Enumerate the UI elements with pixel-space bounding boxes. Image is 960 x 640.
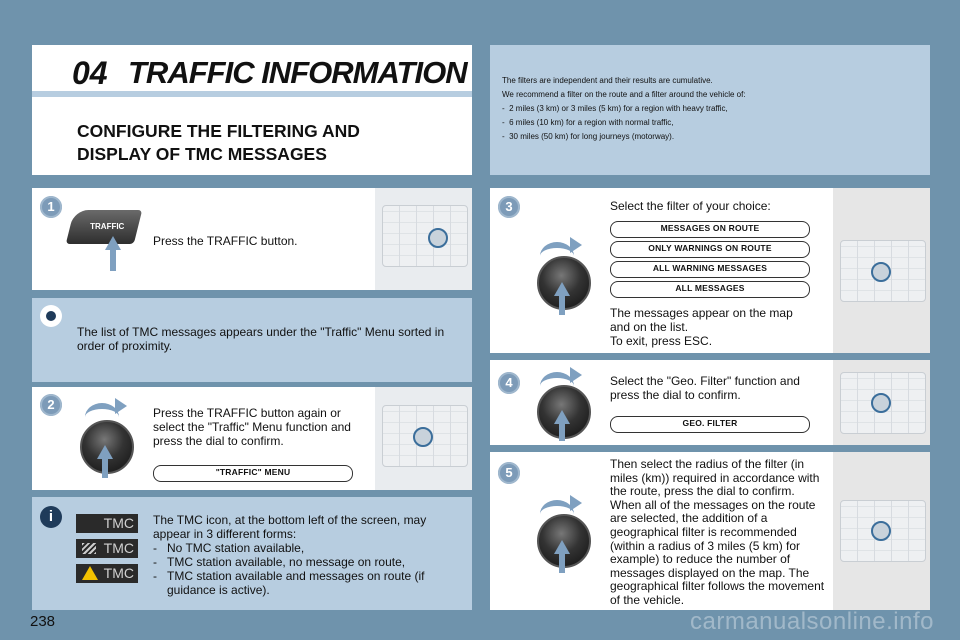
geo-filter-option: GEO. FILTER	[610, 416, 810, 433]
watermark: carmanualsonline.info	[690, 608, 934, 635]
step1-number: 1	[40, 196, 62, 218]
intro-bullet: - 30 miles (50 km) for long journeys (motorway).	[502, 132, 675, 141]
tmc-icon-none: TMC	[76, 514, 138, 533]
rotate-arrowhead-icon	[570, 367, 582, 383]
strike-icon	[82, 543, 96, 554]
traffic-button-icon	[66, 210, 142, 244]
step4-text: Select the "Geo. Filter" function and press the dial to confirm.	[610, 374, 800, 402]
tmc-icon-messages: TMC	[76, 564, 138, 583]
press-arrow-stem	[559, 423, 565, 441]
press-arrow-icon	[105, 236, 121, 250]
info-text	[153, 513, 453, 597]
step3-number: 3	[498, 196, 520, 218]
info-bullet: - TMC station available and messages on route (if guidance is active).	[153, 569, 425, 597]
press-arrow-stem	[102, 458, 108, 478]
page-number: 238	[30, 613, 56, 630]
rotate-arrowhead-icon	[115, 398, 127, 414]
step4-number: 4	[498, 372, 520, 394]
intro-line2: We recommend a filter on the route and a filter around the vehicle of:	[502, 90, 746, 99]
info-intro: The TMC icon, at the bottom left of the screen, may appear in 3 different forms:	[153, 513, 427, 541]
step2-text: Press the TRAFFIC button again or select the "Traffic" Menu function and press the dial to confirm.	[153, 406, 351, 448]
intro-line1: The filters are independent and their results are cumulative.	[502, 76, 713, 85]
step3-text: Select the filter of your choice:	[610, 199, 771, 213]
intro-bullet: - 2 miles (3 km) or 3 miles (5 km) for a region with heavy traffic,	[502, 104, 728, 113]
step3-note-text: The messages appear on the map and on the list.	[610, 306, 793, 334]
tip-text: The list of TMC messages appears under the "Traffic" Menu sorted in order of proximity.	[77, 325, 445, 353]
press-arrow-icon	[554, 540, 570, 554]
step2-number: 2	[40, 394, 62, 416]
filter-option-all-messages: ALL MESSAGES	[610, 281, 810, 298]
device-dial-icon	[871, 393, 891, 413]
press-arrow-icon	[97, 445, 113, 459]
device-dial-icon	[413, 427, 433, 447]
step3-note	[610, 306, 815, 348]
device-dial-icon	[871, 262, 891, 282]
step5-text: Then select the radius of the filter (in miles (km)) required in accordance with the route, press the dial to confirm. When all of the messages on the route are selected, the addition of a geographical filter is recommended (within a radius of 3 miles (5 km) for example) to reduce the number of messages displayed on the map. The geographical filter follows the movement of the vehicle.	[610, 457, 825, 607]
traffic-menu-option: "TRAFFIC" MENU	[153, 465, 353, 482]
info-bullet: - TMC station available, no message on route,	[153, 555, 406, 569]
info-bullet: - No TMC station available,	[153, 541, 305, 555]
device-dial-icon	[428, 228, 448, 248]
section-title-line2: DISPLAY OF TMC MESSAGES	[77, 144, 327, 164]
intro-panel	[490, 45, 930, 175]
intro-bullet: - 6 miles (10 km) for a region with normal traffic,	[502, 118, 674, 127]
info-icon: i	[40, 506, 62, 528]
step1-text: Press the TRAFFIC button.	[153, 234, 298, 248]
chapter-number: 04	[72, 55, 108, 91]
section-title-line1: CONFIGURE THE FILTERING AND	[77, 121, 360, 141]
rotate-arrowhead-icon	[570, 495, 582, 511]
filter-option-only-warnings-on-route: ONLY WARNINGS ON ROUTE	[610, 241, 810, 258]
sun-icon	[40, 305, 62, 327]
press-arrow-stem	[110, 249, 116, 271]
device-dial-icon	[871, 521, 891, 541]
step5-number: 5	[498, 462, 520, 484]
tmc-icon-no-message: TMC	[76, 539, 138, 558]
device-illustration	[382, 205, 468, 267]
warning-triangle-icon	[82, 566, 98, 580]
press-arrow-stem	[559, 295, 565, 315]
section-title	[77, 120, 437, 166]
press-arrow-stem	[559, 553, 565, 573]
filter-option-all-warning-messages: ALL WARNING MESSAGES	[610, 261, 810, 278]
press-arrow-icon	[554, 282, 570, 296]
rotate-arrowhead-icon	[570, 237, 582, 253]
chapter-title: TRAFFIC INFORMATION	[128, 55, 467, 90]
filter-option-messages-on-route: MESSAGES ON ROUTE	[610, 221, 810, 238]
press-arrow-icon	[554, 410, 570, 424]
traffic-button-label: TRAFFIC	[90, 222, 125, 231]
step3-exit-text: To exit, press ESC.	[610, 334, 713, 348]
